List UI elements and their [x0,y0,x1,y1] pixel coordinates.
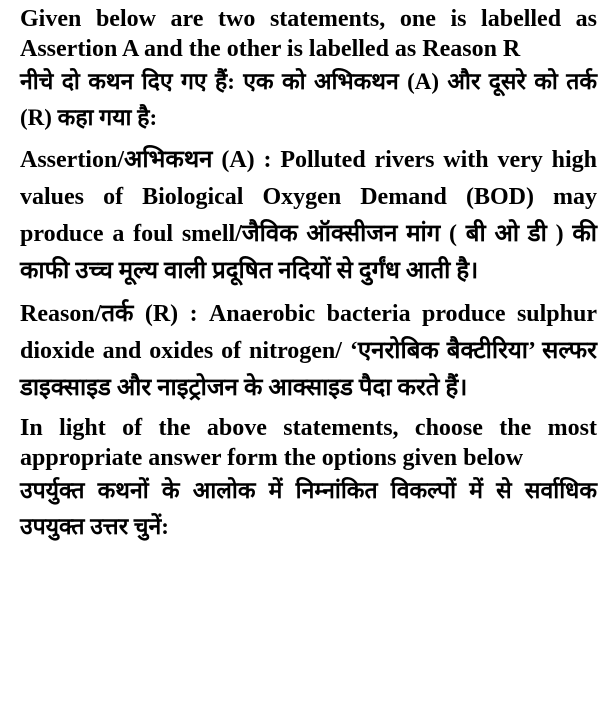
intro-english: Given below are two statements, one is labelled as Assertion A and the other is labelled as Reason R [20,6,597,62]
intro-hindi: नीचे दो कथन दिए गए हैं: एक को अभिकथन (A) और दूसरे को तर्क (R) कहा गया है: [20,69,597,130]
assertion-statement: Assertion/अभिकथन (A) : Polluted rivers with very high values of Biological Oxygen Demand (BOD) may produce a foul smell/जैविक ऑक्सीजन मांग ( बी ओ डी ) की काफी उच्च मूल्य वाली प्रदूषित नदियों से दुर्गंध आती है। [20,147,597,284]
instruction-english: In light of the above statements, choose the most appropriate answer form the options given below [20,415,597,471]
reason-statement: Reason/तर्क (R) : Anaerobic bacteria produce sulphur dioxide and oxides of nitrogen/ ‘एनरोबिक बैक्टीरिया’ सल्फर डाइक्साइड और नाइट्रोजन के आक्साइड पैदा करते हैं। [20,301,597,401]
instruction-hindi: उपर्युक्त कथनों के आलोक में निम्नांकित विकल्पों में से सर्वाधिक उपयुक्त उत्तर चुनें: [20,478,597,539]
